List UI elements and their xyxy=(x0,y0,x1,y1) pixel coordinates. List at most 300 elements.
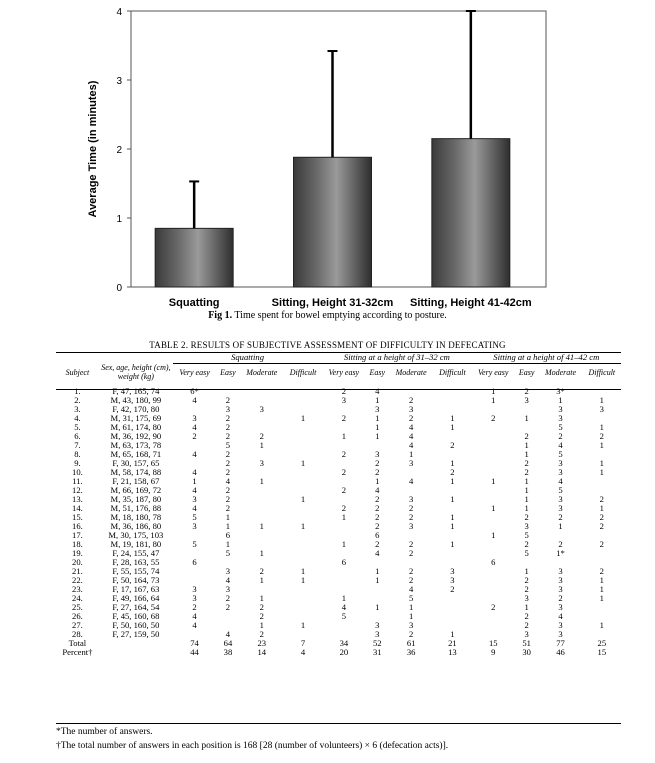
cell-count: 1 xyxy=(450,413,455,423)
cell-subject: 21. xyxy=(72,566,83,576)
cell-sex-age-height-weight: M, 31, 175, 69 xyxy=(110,413,162,423)
cell-count: 3 xyxy=(375,449,380,459)
cell-count: 2 xyxy=(225,503,231,513)
cell-count: 2 xyxy=(599,494,604,504)
table-subheader: Subject Sex, age, height (cm), weight (kg) Very easy Easy Moderate Difficult Very easy Easy Moderate Difficult Very easy Easy Moderate Difficult xyxy=(56,363,621,381)
figure-caption-text: Time spent for bowel emptying according to posture. xyxy=(234,310,447,321)
cell-count: 2 xyxy=(259,611,264,621)
y-tick-label: 2 xyxy=(116,145,122,156)
cell-count: 3 xyxy=(599,404,604,414)
cell-count: 1 xyxy=(599,440,604,450)
cell-sex-age-height-weight: F, 50, 164, 73 xyxy=(112,575,160,585)
cell-count: 2 xyxy=(341,467,347,477)
cell-count: 1* xyxy=(556,548,565,558)
cell-count: 2 xyxy=(225,449,231,459)
cell-count: 1 xyxy=(192,476,197,486)
cell-count: 3 xyxy=(192,521,197,531)
group-header-sitting-41-42: Sitting at a height of 41–42 cm xyxy=(472,353,621,363)
cell-subject: 6. xyxy=(74,431,81,441)
cell-count: 1 xyxy=(450,512,455,522)
cell-count: 6 xyxy=(375,530,380,540)
cell-count: 2 xyxy=(375,458,380,468)
cell-count: 2 xyxy=(409,395,414,405)
cell-count: 3 xyxy=(259,458,264,468)
cell-sex-age-height-weight: M, 19, 181, 80 xyxy=(110,539,162,549)
cell-subject: 23. xyxy=(72,584,83,594)
cell-count: 2 xyxy=(491,602,496,612)
y-axis xyxy=(116,7,131,294)
cell-sex-age-height-weight: F, 49, 166, 64 xyxy=(112,593,160,603)
cell-count xyxy=(240,531,284,540)
cell-count: 4 xyxy=(409,584,414,594)
cell-count: 1 xyxy=(225,521,231,531)
cell-sex-age-height-weight: F, 45, 160, 68 xyxy=(112,611,160,621)
cell-count xyxy=(472,621,515,630)
cell-count: 1 xyxy=(259,620,264,630)
cell-count: 1 xyxy=(409,602,414,612)
cell-count: 3* xyxy=(556,386,565,396)
figure-caption-label: Fig 1. xyxy=(208,310,233,321)
cell-count xyxy=(284,531,322,540)
cell-subject: 13. xyxy=(72,494,83,504)
cell-count: 1 xyxy=(300,521,306,531)
cell-subject: 9. xyxy=(74,458,81,468)
cell-count: 3 xyxy=(409,521,414,531)
table-title: TABLE 2. RESULTS OF SUBJECTIVE ASSESSMENT OF DIFFICULTY IN DEFECATING xyxy=(149,340,506,350)
cell-count: 2 xyxy=(524,386,529,396)
cell-count: 2 xyxy=(409,566,414,576)
cell-count: 4 xyxy=(192,449,197,459)
cell-sex-age-height-weight: M, 18, 180, 78 xyxy=(110,512,162,522)
cell-count: 1 xyxy=(599,458,604,468)
cell-count: 1 xyxy=(375,422,380,432)
cell-count: 2 xyxy=(259,602,264,612)
table-row-percent: Percent† 44 38 14 4 20 31 36 13 9 30 46 15 xyxy=(62,647,607,657)
cell-count: 2 xyxy=(524,575,529,585)
group-header-squatting: Squatting xyxy=(173,353,322,363)
cell-count: 3 xyxy=(375,629,380,639)
cell-count: 3 xyxy=(192,584,197,594)
cell-count: 3 xyxy=(558,494,563,504)
cell-subject: 10. xyxy=(72,467,83,477)
cell-count: 2 xyxy=(225,485,231,495)
cell-count xyxy=(472,441,515,450)
cell-count: 1 xyxy=(450,422,455,432)
cell-count: 1 xyxy=(599,503,604,513)
cell-count: 2 xyxy=(341,449,347,459)
cell-count: 1 xyxy=(300,413,306,423)
cell-count xyxy=(284,432,322,441)
cell-count: 2 xyxy=(192,602,197,612)
figure-1-bar-chart xyxy=(0,0,655,312)
cell-count: 1 xyxy=(599,620,604,630)
cell-count xyxy=(433,396,471,405)
cell-count: 1 xyxy=(450,629,455,639)
cell-count: 3 xyxy=(524,593,529,603)
cell-count xyxy=(284,540,322,549)
cell-subject: 15. xyxy=(72,512,83,522)
cell-count: 5 xyxy=(409,593,414,603)
cell-count: 4 xyxy=(192,422,197,432)
cell-count xyxy=(322,567,365,576)
cell-sex-age-height-weight: F, 47, 165, 74 xyxy=(112,386,160,396)
cell-count xyxy=(284,441,322,450)
cell-count: 1 xyxy=(300,620,306,630)
cell-subject: 24. xyxy=(72,593,83,603)
cell-count: 1 xyxy=(341,512,347,522)
cell-count: 2 xyxy=(558,539,563,549)
cell-count: 1 xyxy=(450,494,455,504)
cell-count: 1 xyxy=(524,503,529,513)
cell-count: 2 xyxy=(450,467,455,477)
cell-count: 4 xyxy=(192,395,197,405)
x-category-label: Sitting, Height 31-32cm xyxy=(271,297,394,309)
cell-count xyxy=(472,450,515,459)
cell-count: 1 xyxy=(300,458,306,468)
cell-count: 1 xyxy=(558,521,563,531)
cell-subject: 17. xyxy=(72,530,83,540)
cell-sex-age-height-weight: M, 63, 173, 78 xyxy=(110,440,162,450)
cell-count: 1 xyxy=(524,566,529,576)
cell-count xyxy=(284,396,322,405)
cell-count: 1 xyxy=(491,476,496,486)
footnote-2: †The total number of answers in each position is 168 [28 (number of volunteers) × 6 (defecation acts)]. xyxy=(56,741,449,751)
cell-sex-age-height-weight: M, 65, 168, 71 xyxy=(110,449,162,459)
cell-count: 1 xyxy=(409,449,414,459)
cell-count: 2 xyxy=(524,611,529,621)
cell-count: 3 xyxy=(558,404,563,414)
cell-count: 1 xyxy=(375,395,380,405)
cell-count xyxy=(284,594,322,603)
cell-count: 4 xyxy=(192,611,197,621)
cell-count: 1 xyxy=(450,521,455,531)
cell-count: 4 xyxy=(225,575,231,585)
cell-count: 1 xyxy=(599,395,604,405)
cell-subject: 20. xyxy=(72,557,83,567)
cell-count: 2 xyxy=(409,629,414,639)
cell-count: 1 xyxy=(375,431,380,441)
cell-count: 2 xyxy=(225,458,231,468)
cell-count: 2 xyxy=(409,575,414,585)
cell-count: 1 xyxy=(491,530,496,540)
cell-count xyxy=(284,423,322,432)
cell-count: 1 xyxy=(300,494,306,504)
cell-count: 5 xyxy=(192,512,197,522)
cell-count: 1 xyxy=(599,422,604,432)
cell-count xyxy=(583,603,621,612)
cell-count xyxy=(433,594,471,603)
cell-sex-age-height-weight: F, 28, 163, 55 xyxy=(112,557,160,567)
cell-count: 4 xyxy=(558,611,563,621)
cell-subject: 19. xyxy=(72,548,83,558)
x-category-label: Sitting, Height 41-42cm xyxy=(410,297,532,309)
cell-count: 2 xyxy=(375,494,380,504)
cell-count: 2 xyxy=(375,539,380,549)
cell-count: 4 xyxy=(225,476,231,486)
cell-count: 3 xyxy=(409,494,414,504)
cell-count: 1 xyxy=(491,395,496,405)
table-row-total: Total 74 64 23 7 34 52 61 21 15 51 77 25 xyxy=(68,638,607,648)
cell-count xyxy=(433,549,471,558)
cell-count: 3 xyxy=(192,494,197,504)
cell-count xyxy=(472,423,515,432)
footnote-1: *The number of answers. xyxy=(56,727,153,737)
cell-count: 1 xyxy=(599,575,604,585)
cell-sex-age-height-weight: F, 50, 160, 50 xyxy=(112,620,160,630)
cell-subject: 2. xyxy=(74,395,81,405)
cell-count: 3 xyxy=(375,620,380,630)
cell-count: 1 xyxy=(259,593,264,603)
cell-count: 1 xyxy=(524,413,529,423)
cell-count xyxy=(284,387,322,396)
cell-count: 4 xyxy=(558,476,563,486)
cell-count: 2 xyxy=(259,566,264,576)
cell-count: 2 xyxy=(225,413,231,423)
cell-count: 3 xyxy=(192,593,197,603)
cell-count: 3 xyxy=(225,566,231,576)
cell-count: 3 xyxy=(558,602,563,612)
cell-count: 3 xyxy=(225,584,231,594)
cell-count: 5 xyxy=(341,611,347,621)
cell-count: 2 xyxy=(225,395,231,405)
cell-count: 1 xyxy=(259,548,264,558)
cell-count xyxy=(472,576,515,585)
cell-count: 5 xyxy=(192,539,197,549)
cell-count xyxy=(240,387,284,396)
cell-count: 6* xyxy=(190,386,199,396)
cell-count xyxy=(240,486,284,495)
cell-sex-age-height-weight: F, 30, 157, 65 xyxy=(112,458,160,468)
cell-count: 2 xyxy=(599,512,604,522)
cell-count: 4 xyxy=(375,548,380,558)
cell-count: 1 xyxy=(450,458,455,468)
cell-sex-age-height-weight: M, 61, 174, 80 xyxy=(110,422,162,432)
cell-count: 3 xyxy=(192,413,197,423)
cell-count: 4 xyxy=(192,467,197,477)
cell-count xyxy=(433,387,471,396)
cell-count: 4 xyxy=(409,431,414,441)
cell-count: 2 xyxy=(599,521,604,531)
y-tick-label: 4 xyxy=(116,7,122,18)
cell-count: 1 xyxy=(259,521,264,531)
cell-count: 3 xyxy=(558,503,563,513)
cell-subject: 25. xyxy=(72,602,83,612)
cell-count: 1 xyxy=(375,602,380,612)
cell-count: 5 xyxy=(225,440,231,450)
cell-count: 2 xyxy=(491,413,496,423)
cell-count xyxy=(472,612,515,621)
cell-count: 3 xyxy=(409,620,414,630)
cell-count xyxy=(284,603,322,612)
cell-count: 1 xyxy=(375,413,380,423)
cell-sex-age-height-weight: F, 55, 155, 74 xyxy=(112,566,160,576)
cell-count: 1 xyxy=(375,566,380,576)
cell-count: 3 xyxy=(409,458,414,468)
cell-subject: 22. xyxy=(72,575,83,585)
cell-count: 4 xyxy=(192,503,197,513)
cell-count: 3 xyxy=(524,395,529,405)
cell-count: 1 xyxy=(259,476,264,486)
cell-sex-age-height-weight: F, 21, 158, 67 xyxy=(112,476,160,486)
cell-subject: 4. xyxy=(74,413,81,423)
cell-count: 3 xyxy=(341,395,347,405)
cell-count: 2 xyxy=(524,620,529,630)
y-tick-label: 1 xyxy=(116,214,122,225)
bar xyxy=(432,139,510,287)
cell-count: 5 xyxy=(558,485,563,495)
cell-subject: 16. xyxy=(72,521,83,531)
cell-count: 6 xyxy=(341,557,347,567)
cell-count: 1 xyxy=(450,476,455,486)
cell-count: 1 xyxy=(375,476,380,486)
cell-count: 3 xyxy=(558,566,563,576)
cell-sex-age-height-weight: M, 36, 186, 80 xyxy=(110,521,162,531)
cell-count: 2 xyxy=(524,467,529,477)
cell-count: 1 xyxy=(491,503,496,513)
cell-count: 1 xyxy=(524,494,529,504)
cell-count: 2 xyxy=(599,431,604,441)
cell-count: 2 xyxy=(409,548,414,558)
cell-count: 1 xyxy=(341,593,347,603)
cell-sex-age-height-weight: F, 27, 164, 54 xyxy=(112,602,160,612)
cell-count: 3 xyxy=(558,629,563,639)
cell-count: 2 xyxy=(341,413,347,423)
cell-count: 3 xyxy=(558,413,563,423)
cell-subject: 1. xyxy=(74,386,81,396)
cell-count: 1 xyxy=(524,602,529,612)
cell-count: 5 xyxy=(558,422,563,432)
cell-count xyxy=(472,486,515,495)
bar xyxy=(294,157,372,287)
cell-count xyxy=(322,621,365,630)
cell-count: 1 xyxy=(524,449,529,459)
table-group-header xyxy=(56,353,621,363)
cell-sex-age-height-weight: F, 27, 159, 50 xyxy=(112,629,160,639)
cell-count: 1 xyxy=(225,512,231,522)
cell-subject: 28. xyxy=(72,629,83,639)
cell-count: 1 xyxy=(524,476,529,486)
cell-count: 3 xyxy=(558,467,563,477)
cell-count: 2 xyxy=(558,593,563,603)
cell-count: 2 xyxy=(375,521,380,531)
cell-count xyxy=(472,432,515,441)
cell-count: 4 xyxy=(225,629,231,639)
y-tick-label: 0 xyxy=(116,283,122,294)
table-body xyxy=(56,387,621,639)
cell-count: 1 xyxy=(491,386,496,396)
cell-count: 4 xyxy=(375,386,380,396)
cell-sex-age-height-weight: M, 58, 174, 88 xyxy=(110,467,162,477)
cell-count: 3 xyxy=(375,404,380,414)
cell-sex-age-height-weight: F, 17, 167, 63 xyxy=(112,584,160,594)
figure-caption xyxy=(0,310,655,321)
cell-count: 5 xyxy=(524,530,529,540)
cell-count xyxy=(322,522,365,531)
cell-count: 2 xyxy=(409,413,414,423)
cell-count: 2 xyxy=(192,431,197,441)
cell-count xyxy=(366,585,389,594)
cell-count: 1 xyxy=(409,611,414,621)
cell-subject: 8. xyxy=(74,449,81,459)
cell-count: 2 xyxy=(524,431,529,441)
cell-count: 2 xyxy=(409,512,414,522)
cell-count: 2 xyxy=(375,467,380,477)
table-bottom-rule xyxy=(56,723,621,724)
cell-count xyxy=(583,477,621,486)
cell-count: 2 xyxy=(409,539,414,549)
cell-count: 2 xyxy=(375,503,380,513)
cell-count: 2 xyxy=(225,593,231,603)
cell-count: 4 xyxy=(341,602,347,612)
cell-sex-age-height-weight: M, 30, 175, 103 xyxy=(108,530,164,540)
cell-count xyxy=(284,549,322,558)
x-category-label: Squatting xyxy=(168,297,220,309)
cell-subject: 27. xyxy=(72,620,83,630)
cell-count: 2 xyxy=(341,503,347,513)
cell-subject: 5. xyxy=(74,422,81,432)
cell-sex-age-height-weight: F, 24, 155, 47 xyxy=(112,548,160,558)
cell-count xyxy=(173,567,216,576)
cell-count: 4 xyxy=(192,485,197,495)
cell-count: 2 xyxy=(225,467,231,477)
cell-count xyxy=(216,612,239,621)
cell-count: 1 xyxy=(375,575,380,585)
cell-count: 1 xyxy=(259,440,264,450)
cell-count: 2 xyxy=(450,584,455,594)
cell-count: 3 xyxy=(524,521,529,531)
cell-count: 1 xyxy=(225,539,231,549)
cell-sex-age-height-weight: M, 35, 187, 80 xyxy=(110,494,162,504)
cell-count: 3 xyxy=(409,404,414,414)
cell-count: 2 xyxy=(450,440,455,450)
cell-count: 2 xyxy=(225,494,231,504)
cell-count: 1 xyxy=(300,575,306,585)
cell-count: 3 xyxy=(558,584,563,594)
cell-count xyxy=(472,585,515,594)
cell-count xyxy=(284,468,322,477)
cell-count: 2 xyxy=(524,458,529,468)
cell-count: 2 xyxy=(225,422,231,432)
cell-count: 3 xyxy=(558,620,563,630)
y-tick-label: 3 xyxy=(116,76,122,87)
cell-count xyxy=(240,495,284,504)
cell-count: 2 xyxy=(225,602,231,612)
cell-count: 6 xyxy=(192,557,197,567)
cell-count: 2 xyxy=(341,386,347,396)
cell-count: 1 xyxy=(341,431,347,441)
cell-count: 6 xyxy=(225,530,231,540)
cell-count: 3 xyxy=(225,404,231,414)
cell-subject: 7. xyxy=(74,440,81,450)
cell-count: 4 xyxy=(192,620,197,630)
cell-count xyxy=(284,504,322,513)
col-sex: Sex, age, height (cm), weight (kg) xyxy=(101,363,171,381)
cell-count: 4 xyxy=(558,440,563,450)
cell-count: 1 xyxy=(599,467,604,477)
table-row xyxy=(56,630,621,639)
cell-subject: 11. xyxy=(72,476,83,486)
cell-count xyxy=(472,459,515,468)
cell-count: 4 xyxy=(409,440,414,450)
cell-count: 3 xyxy=(558,458,563,468)
cell-count xyxy=(240,504,284,513)
cell-count: 2 xyxy=(558,431,563,441)
cell-count xyxy=(240,414,284,423)
cell-count: 2 xyxy=(341,485,347,495)
cell-count: 2 xyxy=(259,431,264,441)
cell-count: 2 xyxy=(524,512,529,522)
cell-subject: 3. xyxy=(74,404,81,414)
